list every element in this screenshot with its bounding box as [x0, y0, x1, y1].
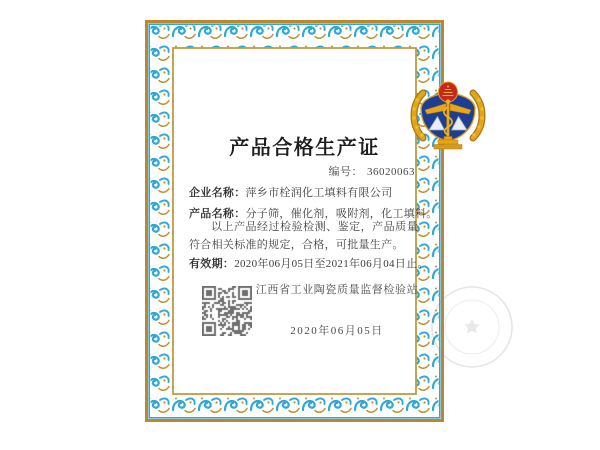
issuing-authority: 江西省工业陶瓷质量监督检验站 — [255, 284, 419, 296]
validity-label: 有效期： — [189, 258, 235, 270]
serial-label: 编号： — [328, 166, 363, 178]
company-name-line — [189, 184, 418, 200]
company-value: 萍乡市栓润化工填料有限公司 — [245, 187, 393, 199]
product-value: 分子筛，催化剂，吸附剂，化工填料。 — [245, 208, 438, 220]
certificate-title: 产品合格生产证 — [229, 137, 380, 159]
conformity-statement: 以上产品经过检验检测、鉴定，产品质量符合相关标准的规定，合格，可批量生产。 — [189, 221, 418, 251]
serial-number-line — [145, 163, 415, 179]
issue-date: 2020年06月05日 — [290, 325, 384, 337]
company-label: 企业名称： — [189, 187, 246, 199]
serial-number: 36020063 — [367, 166, 415, 178]
validity-line — [189, 255, 429, 271]
qr-code — [202, 286, 252, 336]
faint-seal-stamp — [430, 285, 514, 369]
product-label: 产品名称： — [189, 208, 246, 220]
validity-value: 2020年06月05日至2021年06月04日止。 — [234, 258, 429, 270]
